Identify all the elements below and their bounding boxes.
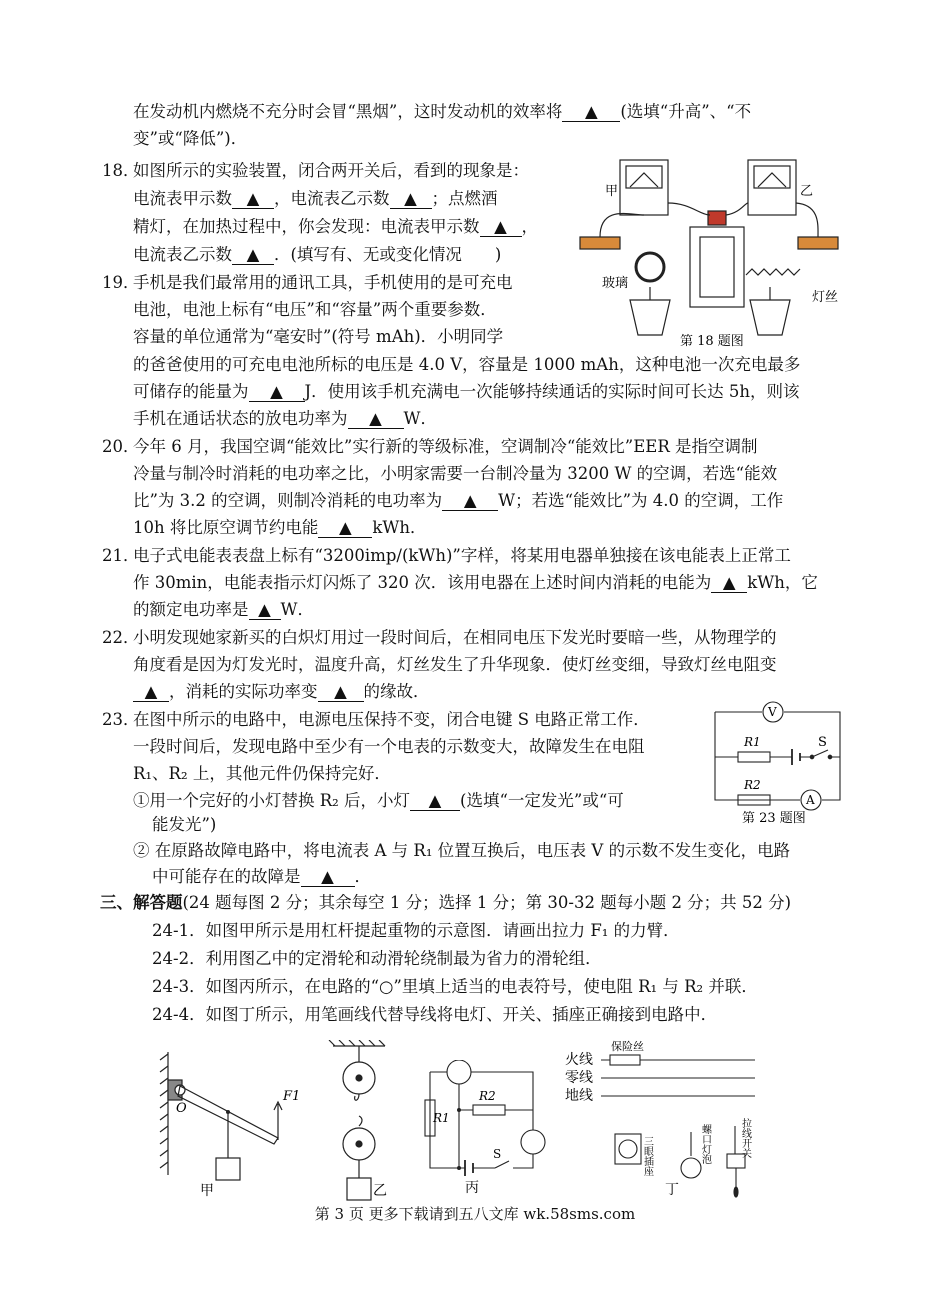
text-line: 电流表乙示数 ▲ ．(填写有、无或变化情况 ): [133, 245, 502, 264]
answer-blank[interactable]: ▲: [232, 246, 274, 265]
answer-blank[interactable]: ▲: [390, 190, 432, 209]
answer-blank[interactable]: ▲: [318, 519, 372, 538]
answer-blank[interactable]: ▲: [232, 190, 274, 209]
a-label: A: [806, 793, 815, 807]
text-line: 容量的单位通常为“毫安时”(符号 mAh)．小明同学: [133, 327, 504, 346]
text-line: ①用一个完好的小灯替换 R₂ 后，小灯 ▲ (选填“一定发光”或“可: [133, 791, 624, 810]
text-line: 角度看是因为灯发光时，温度升高，灯丝发生了升华现象．使灯丝变细，导致灯丝电阻变: [133, 655, 777, 674]
text-line: 作 30min，电能表指示灯闪烁了 320 次．该用电器在上述时间内消耗的电能为 ▲ kWh，它: [133, 573, 818, 592]
text-line: 比”为 3.2 的空调，则制冷消耗的电功率为 ▲ W；若选“能效比”为 4.0 的空调，工作: [133, 491, 784, 510]
text-line: 电子式电能表表盘上标有“3200imp/(kWh)”字样，将某用电器单独接在该电能表上正常工: [133, 546, 791, 565]
text-line: 如图所示的实验装置，闭合两开关后，看到的现象是：: [133, 161, 529, 180]
question-number: 22．: [102, 628, 140, 647]
q18-figure: [570, 155, 860, 355]
figure-label: 丁: [665, 1182, 679, 1198]
s-label: S: [818, 735, 827, 750]
text-line: 今年 6 月，我国空调“能效比”实行新的等级标准，空调制冷“能效比”EER 是指空调制: [133, 437, 758, 456]
text-line: 手机是我们最常用的通讯工具，手机使用的是可充电: [133, 273, 513, 292]
text-line: 24-4．如图丁所示，用笔画线代替导线将电灯、开关、插座正确接到电路中．: [152, 1005, 718, 1024]
label-glass: 玻璃: [602, 276, 629, 291]
question-number: 19．: [102, 273, 140, 292]
figure-bing-circuit: [415, 1060, 550, 1195]
page-footer: 第 3 页 更多下载请到五八文库 wk.58sms.com: [314, 1205, 636, 1223]
figure-jia-lever: [150, 1050, 300, 1200]
question-number: 21．: [102, 546, 140, 565]
text-line: 10h 将比原空调节约电能 ▲ kWh．: [133, 518, 427, 537]
o-label: O: [176, 1101, 187, 1116]
figure-label: 乙: [373, 1183, 387, 1199]
figure-ding-wiring: [565, 1038, 765, 1208]
answer-blank[interactable]: ▲: [133, 683, 169, 702]
text-line: R₁、R₂ 上，其他元件仍保持完好．: [133, 764, 391, 783]
live-wire-label: 火线: [565, 1052, 593, 1068]
text-line: 精灯，在加热过程中，你会发现：电流表甲示数 ▲ ，: [133, 217, 538, 236]
meter-circle: [447, 1060, 471, 1084]
fuse: [610, 1055, 640, 1065]
answer-blank[interactable]: ▲: [249, 601, 281, 620]
text-line: 能发光”): [152, 815, 217, 834]
text-line: 在发动机内燃烧不充分时会冒“黑烟”，这时发动机的效率将 ▲ (选填“升高”、“不: [133, 102, 752, 121]
text-line: ② 在原路故障电路中，将电流表 A 与 R₁ 位置互换后，电压表 V 的示数不发生变化，电路: [133, 841, 791, 860]
neutral-wire-label: 零线: [565, 1070, 593, 1086]
r2-label: R2: [479, 1089, 496, 1103]
switch-label: 拉线开关: [739, 1118, 751, 1158]
f1-label: F1: [283, 1089, 300, 1104]
label-yi: 乙: [800, 184, 814, 199]
answer-blank[interactable]: ▲: [410, 792, 460, 811]
text-line: 的额定电功率是 ▲ W．: [133, 600, 314, 619]
label-jia: 甲: [605, 184, 619, 199]
fuse-label: 保险丝: [611, 1040, 644, 1053]
text-line: ▲ ，消耗的实际功率变 ▲ 的缘故．: [133, 681, 430, 703]
answer-blank[interactable]: ▲: [480, 218, 522, 237]
r1-label: R1: [744, 735, 761, 749]
section-heading: 三、解答题(24 题每图 2 分；其余每空 1 分；选择 1 分；第 30-32 题每小题 2 分；共 52 分): [100, 893, 792, 912]
question-number: 18．: [102, 161, 140, 180]
q23-circuit: [700, 700, 850, 828]
text-line: 电池，电池上标有“电压”和“容量”两个重要参数．: [133, 300, 497, 319]
text-line: 小明发现她家新买的白炽灯用过一段时间后，在相同电压下发光时要暗一些，从物理学的: [133, 628, 777, 647]
r1-label: R1: [433, 1111, 450, 1125]
lamp-label: 螺口灯泡: [699, 1124, 711, 1164]
r2-label: R2: [744, 778, 761, 792]
figure-yi-pulleys: [325, 1040, 405, 1205]
text-line: 电流表甲示数 ▲ ，电流表乙示数 ▲ ；点燃酒: [133, 189, 498, 208]
answer-blank[interactable]: ▲: [442, 492, 498, 511]
text-line: 冷量与制冷时消耗的电功率之比，小明家需要一台制冷量为 3200 W 的空调，若选“能效: [133, 464, 778, 483]
text-line: 一段时间后，发现电路中至少有一个电表的示数变大，故障发生在电阻: [133, 737, 645, 756]
question-number: 23．: [102, 710, 140, 729]
v-label: V: [768, 705, 777, 719]
text-line: 在图中所示的电路中，电源电压保持不变，闭合电键 S 电路正常工作．: [133, 710, 650, 729]
text-line: 的爸爸使用的可充电电池所标的电压是 4.0 V，容量是 1000 mAh，这种电池一次充电最多: [133, 355, 801, 374]
text-line: 手机在通话状态的放电功率为 ▲ W．: [133, 409, 437, 428]
socket-label: 三眼插座: [641, 1136, 653, 1176]
text-line: 24-3．如图丙所示，在电路的“○”里填上适当的电表符号，使电阻 R₁ 与 R₂ 并联．: [152, 977, 758, 996]
figure-caption: 第 23 题图: [742, 811, 806, 826]
answer-blank[interactable]: ▲: [318, 683, 364, 702]
s-label: S: [493, 1147, 502, 1161]
figure-label: 甲: [200, 1183, 214, 1199]
ground-wire-label: 地线: [565, 1088, 593, 1104]
question-number: 20．: [102, 437, 140, 456]
meter-circle: [521, 1130, 545, 1154]
figure-caption: 第 18 题图: [680, 334, 744, 349]
figure-label: 丙: [465, 1180, 479, 1195]
text-line: 可储存的能量为 ▲ J．使用该手机充满电一次能够持续通话的实际时间可长达 5h，则该: [133, 382, 800, 401]
text-line: 24-2．利用图乙中的定滑轮和动滑轮绕制最为省力的滑轮组．: [152, 949, 602, 968]
text-line: 中可能存在的故障是 ▲ ．: [152, 867, 371, 886]
text-line: 变”或“降低”)．: [133, 129, 248, 148]
answer-blank[interactable]: ▲: [249, 383, 305, 402]
answer-blank[interactable]: ▲: [348, 410, 404, 429]
label-filament: 灯丝: [812, 290, 839, 305]
resistor-r1: [738, 752, 770, 762]
answer-blank[interactable]: ▲: [301, 868, 355, 887]
answer-blank[interactable]: ▲: [711, 574, 747, 593]
text-line: 24-1．如图甲所示是用杠杆提起重物的示意图．请画出拉力 F₁ 的力臂．: [152, 921, 680, 940]
answer-blank[interactable]: ▲: [562, 103, 620, 122]
